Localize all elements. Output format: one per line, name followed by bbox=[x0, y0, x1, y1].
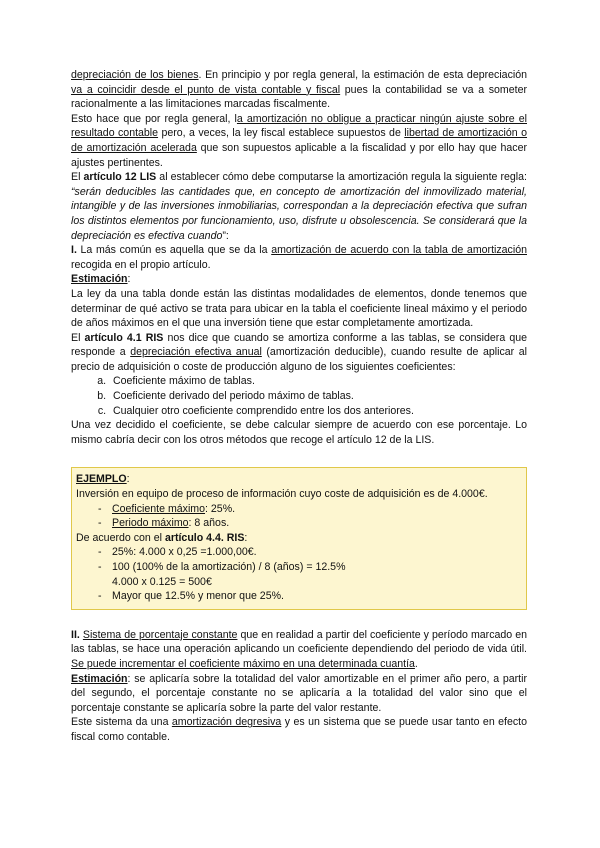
text-run: : bbox=[244, 531, 248, 544]
text-run: : bbox=[127, 273, 131, 286]
roman-numeral-two: II. bbox=[71, 628, 80, 641]
paragraph-depreciacion bbox=[71, 68, 527, 112]
example-box bbox=[71, 467, 527, 609]
underlined-phrase: libertad de amortización o de amortización acelerada bbox=[71, 127, 528, 154]
paragraph-porcentaje-constante bbox=[71, 628, 527, 672]
text-run: al establecer cómo debe computarse la amortización regula la siguiente regla: bbox=[156, 171, 527, 184]
text-run: : bbox=[126, 473, 130, 486]
text-run: El bbox=[71, 331, 85, 344]
example-intro: Inversión en equipo de proceso de información cuyo coste de adquisición es de 4.000€. bbox=[76, 488, 488, 501]
underlined-phrase: depreciación de los bienes bbox=[71, 69, 199, 81]
text-run: recogida en el propio artículo. bbox=[71, 258, 211, 271]
list-item: c. Cualquier otro coeficiente comprendido entre los dos anteriores. bbox=[109, 404, 527, 419]
paragraph-ajustes bbox=[71, 112, 527, 170]
legal-quote: “serán deducibles las cantidades que, en concepto de amortización del inmovilizado material, intangible y de las inversiones inmobiliarias, correspondan a la depreciación efectiva que sufran los distintos elementos por funcionamiento, uso, disfrute u obsolescencia. Se considerará que la depreciación es efectiva cuando bbox=[71, 185, 527, 242]
text-run: El bbox=[71, 171, 84, 184]
text-run: que en realidad a partir del coeficiente y período marcado en las tablas, se hace una operación aplicando un coeficiente dependiendo del periodo de vida útil. bbox=[71, 628, 527, 656]
list-item bbox=[98, 516, 520, 531]
text-run: . bbox=[414, 657, 418, 670]
bold-reference: artículo 12 LIS bbox=[83, 171, 157, 184]
text-run: Esto hace que por regla general, l bbox=[71, 112, 237, 125]
underlined-phrase: depreciación efectiva anual bbox=[130, 346, 262, 359]
text-run: nos dice que cuando se amortiza conforme a las tablas, se considera que responde a bbox=[71, 331, 527, 359]
underlined-phrase: Sistema de porcentaje constante bbox=[82, 628, 238, 641]
list-item: b. Coeficiente derivado del periodo máximo de tablas. bbox=[109, 389, 527, 404]
underlined-phrase: va a coincidir desde el punto de vista contable y fiscal bbox=[71, 83, 341, 96]
text-run: y es un sistema que se puede usar tanto en efecto fiscal como contable. bbox=[71, 716, 527, 743]
example-calc-list bbox=[76, 545, 520, 603]
estimacion-label: Estimación bbox=[71, 672, 128, 685]
coefficient-list bbox=[71, 374, 527, 418]
estimacion-label: Estimación bbox=[71, 273, 128, 286]
text-run: 4.000 x 0.125 = 500€ bbox=[112, 575, 212, 588]
underlined-phrase: amortización degresiva bbox=[171, 716, 282, 729]
list-item: - Mayor que 12.5% y menor que 25%. bbox=[98, 589, 520, 604]
text-run: De acuerdo con el bbox=[76, 531, 165, 544]
text-run: : 25%. bbox=[205, 502, 236, 515]
paragraph-articulo-12 bbox=[71, 170, 527, 243]
example-params-list bbox=[76, 502, 520, 531]
text-run: pero, a veces, la ley fiscal establece supuestos de bbox=[158, 127, 405, 140]
text-run: pues la contabilidad se va a someter racionalmente a las limitaciones marcadas fiscalmente. bbox=[71, 83, 528, 111]
underlined-phrase: a amortización no obligue a practicar ningún ajuste sobre el resultado contable bbox=[71, 112, 527, 140]
list-item: - 25%: 4.000 x 0,25 =1.000,00€. bbox=[98, 545, 520, 560]
list-item: a. Coeficiente máximo de tablas. bbox=[109, 374, 527, 389]
bold-reference: artículo 4.1 RIS bbox=[84, 331, 164, 344]
paragraph-coeficiente-decidido: Una vez decidido el coeficiente, se debe calcular siempre de acuerdo con ese porcentaje. Lo mismo cabría decir con los otros métodos que recoge el artículo 12 de la LIS. bbox=[71, 419, 527, 446]
underlined-phrase: Se puede incrementar el coeficiente máximo en una determinada cuantía bbox=[71, 657, 415, 670]
text-run: : 8 años. bbox=[188, 517, 230, 530]
bold-reference: artículo 4.4. RIS bbox=[164, 531, 245, 544]
list-item bbox=[98, 502, 520, 517]
text-run: : se aplicaría sobre la totalidad del valor amortizable en el primer año pero, a partir del segundo, el porcentaje constante no se aplicaría a la totalidad del valor sino que el porcentaje constante se aplicaría sobre la parte del valor restante. bbox=[71, 672, 527, 714]
text-run: que son supuestos aplicable a la fiscalidad y por ello hay que hacer ajustes pertinentes. bbox=[71, 141, 527, 169]
text-run: 100 (100% de la amortización) / 8 (años) = 12.5% bbox=[112, 561, 346, 573]
paragraph-tabla-amortizacion bbox=[71, 243, 527, 272]
example-heading bbox=[76, 472, 520, 487]
text-run: . En principio y por regla general, la estimación de esta depreciación bbox=[198, 69, 528, 81]
roman-numeral-one: I. bbox=[71, 244, 77, 257]
underlined-phrase: amortización de acuerdo con la tabla de amortización bbox=[271, 244, 527, 257]
paragraph-articulo-4-1 bbox=[71, 331, 527, 375]
example-acuerdo bbox=[76, 531, 520, 546]
paragraph-estimacion-constante bbox=[71, 672, 527, 716]
paragraph-ley-tabla: La ley da una tabla donde están las distintas modalidades de elementos, donde tenemos que determinar de qué activo se trata para ubicar en la tabla el coeficiente lineal máximo y el periodo de años máximos en el que una inversión tiene que estar completamente amortizada. bbox=[71, 287, 527, 330]
list-item bbox=[98, 560, 520, 589]
example-label: EJEMPLO bbox=[76, 473, 127, 486]
text-run: (amortización deducible), cuando resulte de aplicar al precio de adquisición o coste de producción alguno de los siguientes coeficientes: bbox=[71, 346, 527, 373]
text-run: La más común es aquella que se da la bbox=[76, 244, 272, 257]
paragraph-degresiva bbox=[71, 715, 527, 744]
estimacion-heading bbox=[71, 272, 527, 287]
document-page bbox=[71, 68, 527, 745]
text-run: ”: bbox=[222, 229, 229, 242]
underlined-phrase: Coeficiente máximo bbox=[112, 502, 206, 515]
text-run: Este sistema da una bbox=[71, 716, 172, 729]
underlined-phrase: Periodo máximo bbox=[112, 517, 189, 530]
